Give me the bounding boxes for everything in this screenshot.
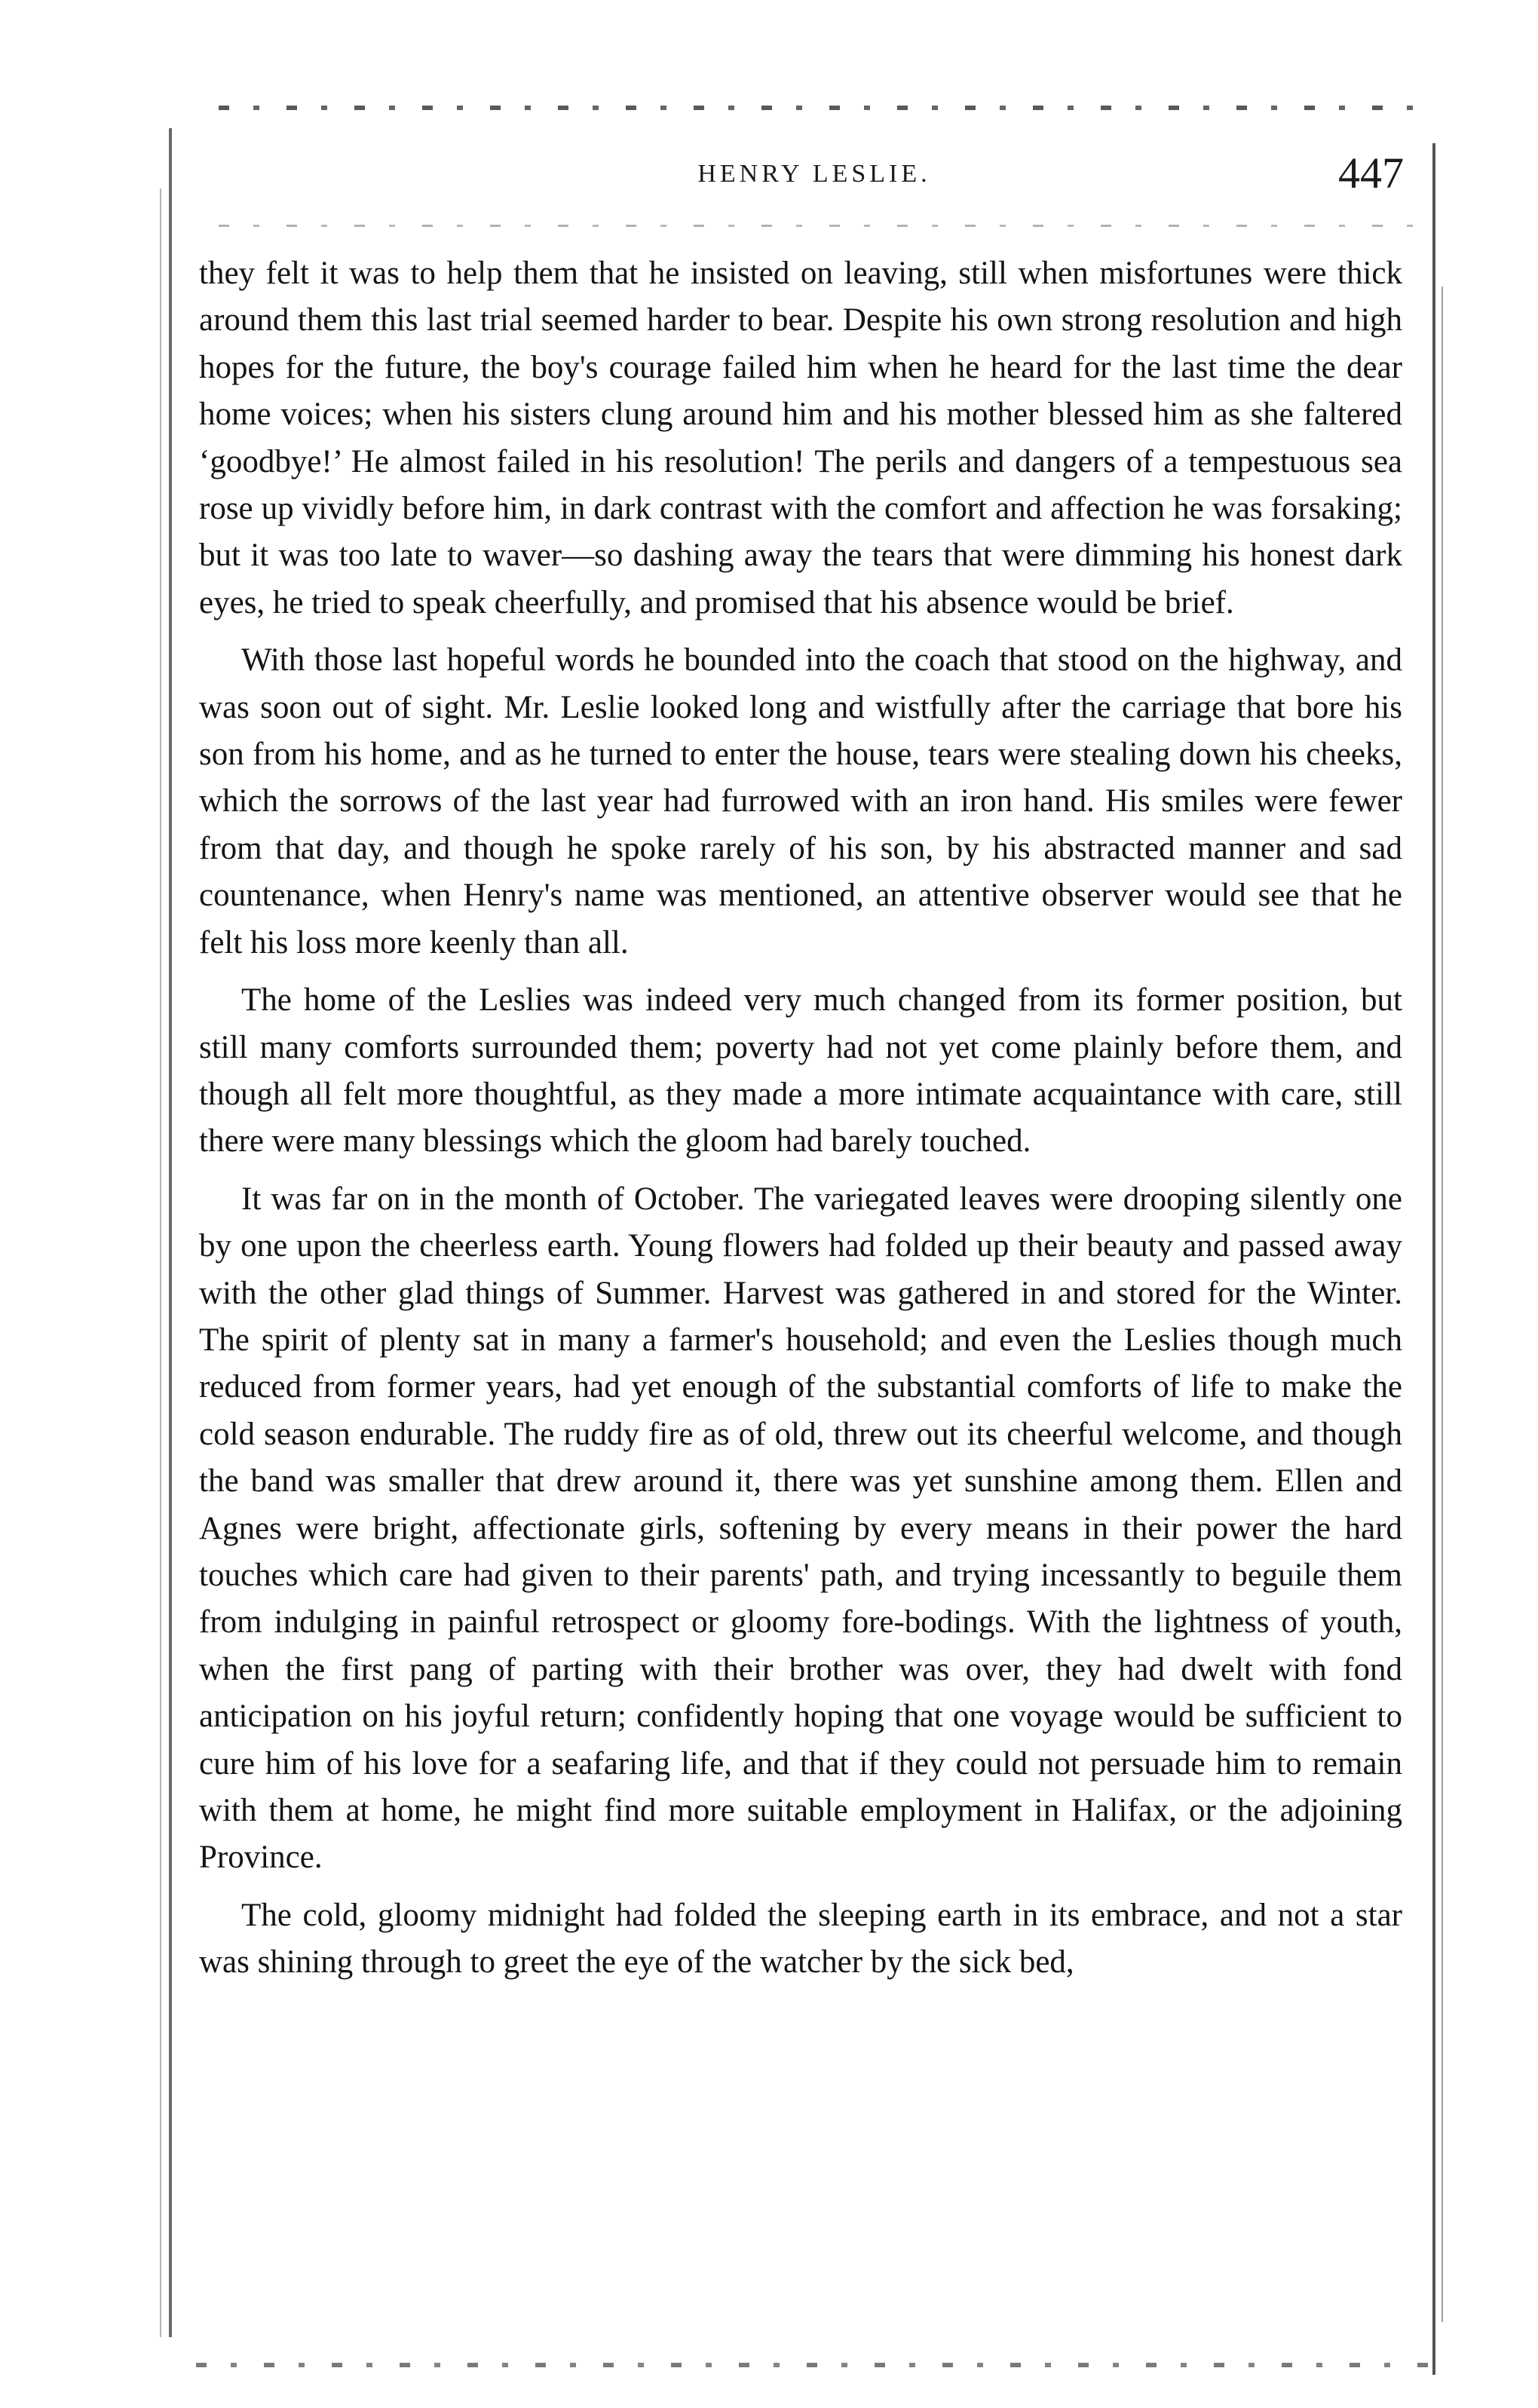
page-edge-right-shadow: [1441, 286, 1443, 2322]
paragraph: The home of the Leslies was indeed very much changed from its former position, but still many comforts surrounded them; poverty had not yet come plainly before them, and though all felt more thoughtful, as they made a more intimate acquaintance with care, still there were many blessings which the gloom had barely touched.: [199, 982, 1402, 1160]
paragraph: It was far on in the month of October. The variegated leaves were drooping silently one by one upon the cheerless earth. Young flowers had folded up their beauty and passed away with the other glad things of Summer. Harvest was gathered in and stored for the Winter. The spirit of plenty sat in many a farmer's household; and even the Leslies though much reduced from former years, had yet enough of the substantial comforts of life to make the cold season endurable. The ruddy fire as of old, threw out its cheerful welcome, and though the band was smaller that drew around it, there was yet sunshine among them. Ellen and Agnes were bright, affectionate girls, softening by every means in their power the hard touches which care had given to their parents' path, and trying incessantly to beguile them from indulging in painful retrospect or gloomy fore-bodings. With the lightness of youth, when the first pang of parting with their brother was over, they had dwelt with fond anticipation on his joyful return; confidently hoping that one voyage would be sufficient to cure him of his love for a seafaring life, and that if they could not persuade him to remain with them at home, he might find more suitable employment in Halifax, or the adjoining Province.: [199, 1181, 1402, 1876]
scan-artifact-top: [219, 106, 1425, 110]
page-edge-left: [169, 128, 172, 2337]
paragraph-continued: they felt it was to help them that he insisted on leaving, still when misfortunes were thick around them this last trial seemed harder to bear. Despite his own strong resolution and high hopes for the future, the boy's courage failed him when he heard for the last time the dear home voices; when his sisters clung around him and his mother blessed him as she faltered ‘goodbye!’ He almost failed in his resolution! The perils and dangers of a tempestuous sea rose up vividly before him, in dark contrast with the comfort and affection he was forsaking; but it was too late to waver—so dashing away the tears that were dimming his honest dark eyes, he tried to speak cheerfully, and promised that his absence would be brief.: [199, 256, 1402, 620]
scan-artifact-bottom: [196, 2363, 1432, 2367]
header-rule: [219, 225, 1425, 227]
paragraph: The cold, gloomy midnight had folded the sleeping earth in its embrace, and not a star was shining through to greet the eye of the watcher by the sick bed,: [199, 1897, 1402, 1981]
running-title: HENRY LESLIE.: [697, 160, 931, 188]
paragraph: With those last hopeful words he bounded into the coach that stood on the highway, and was soon out of sight. Mr. Leslie looked long and wistfully after the carriage that bore his son from his home, and as he turned to enter the house, tears were stealing down his cheeks, which the sorrows of the last year had furrowed with an iron hand. His smiles were fewer from that day, and though he spoke rarely of his son, by his abstracted manner and sad countenance, when Henry's name was mentioned, an attentive observer would see that he felt his loss more keenly than all.: [199, 642, 1402, 960]
page-number: 447: [1338, 149, 1404, 198]
page-edge-right: [1432, 143, 1435, 2375]
body-text: [199, 250, 1402, 1997]
page-edge-left-shadow: [160, 188, 161, 2337]
